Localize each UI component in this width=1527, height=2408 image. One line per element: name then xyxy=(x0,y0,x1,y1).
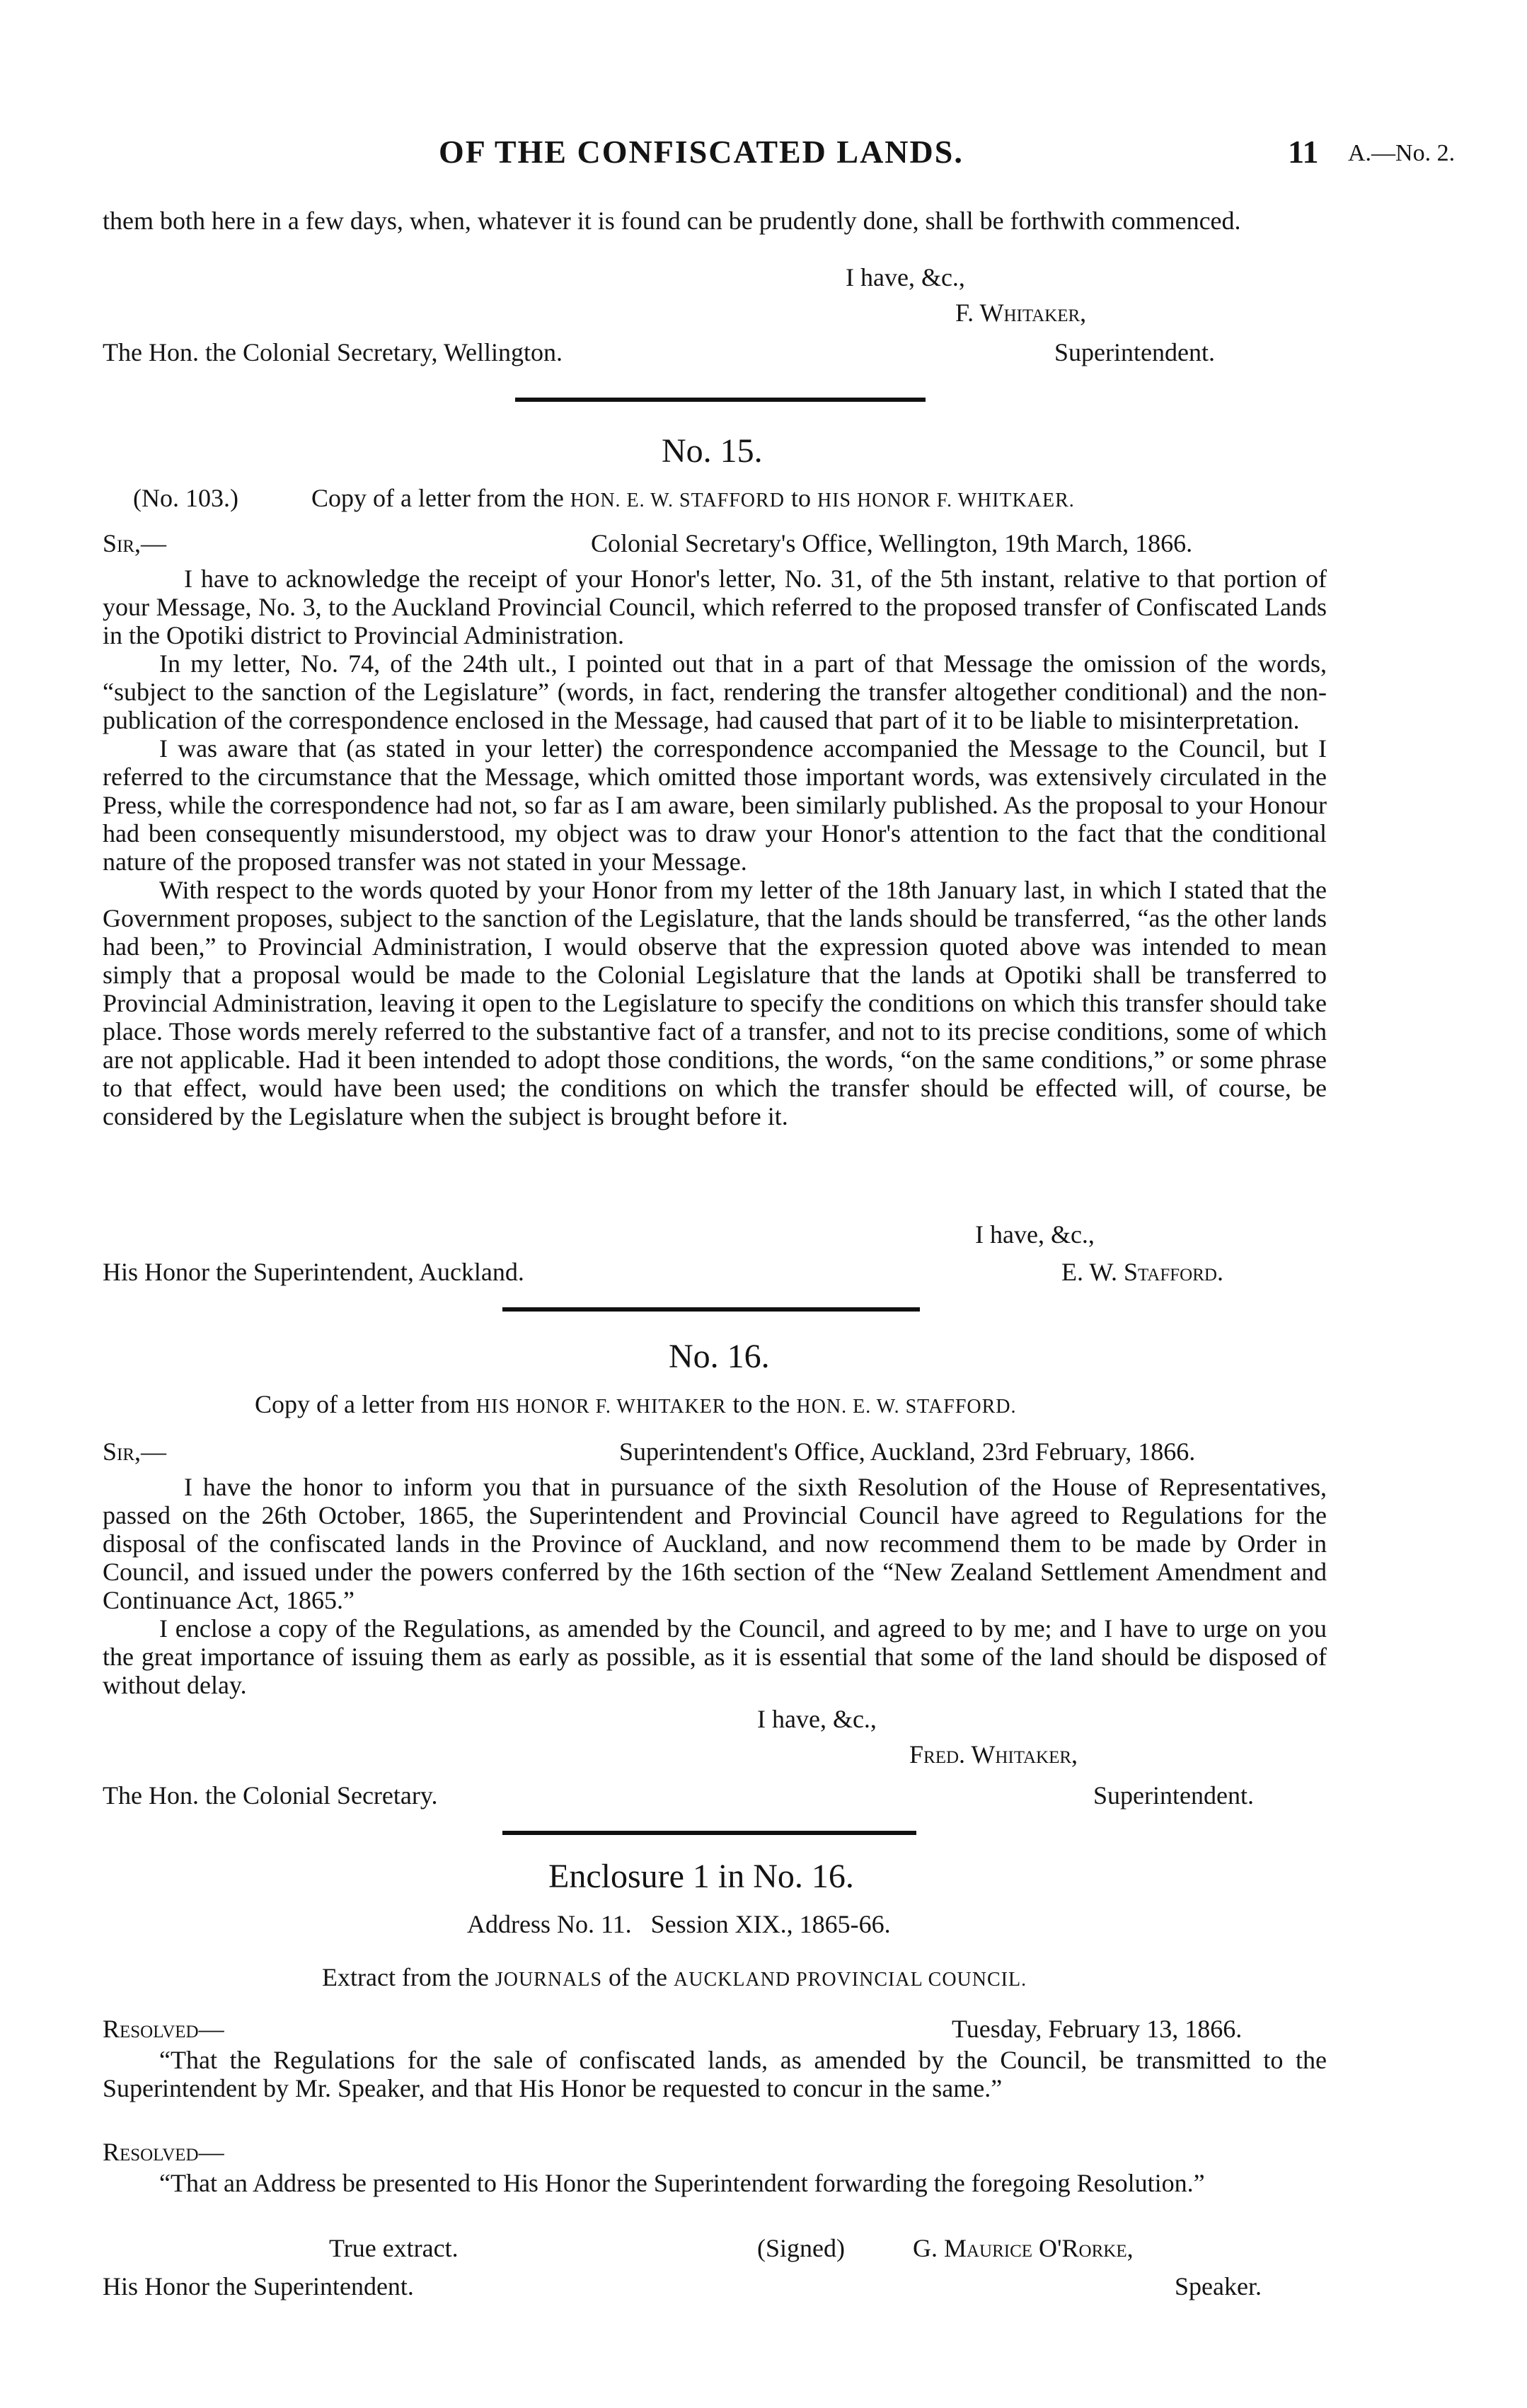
letter-15-paragraph: In my letter, No. 74, of the 24th ult., I pointed out that in a part of that Message the omission of the words, “subject to the sanction of the Legislature” (words, in fact, rendering the transfer altogether conditional) and the non-publication of the correspondence enclosed in the Message, had caused that part of it to be liable to misinterpretation. xyxy=(103,649,1327,734)
letter-16-paragraph: I enclose a copy of the Regulations, as amended by the Council, and agreed to by me; and I have to urge on you the great importance of issuing them as early as possible, as it is essential that some of the land should be disposed of without delay. xyxy=(103,1614,1327,1699)
resolution-1: “That the Regulations for the sale of confiscated lands, as amended by the Council, be transmitted to the Superintendent by Mr. Speaker, and that His Honor be requested to concur in the same.” xyxy=(103,2046,1327,2102)
letter-15-addressee: His Honor the Superintendent, Auckland. xyxy=(103,1258,524,1286)
enclosure-address-line: Address No. 11. Session XIX., 1865-66. xyxy=(467,1910,891,1938)
resolution-2: “That an Address be presented to His Honor the Superintendent forwarding the foregoing Resolution.” xyxy=(159,2169,1205,2197)
letter-16-paragraph: I have the honor to inform you that in pursuance of the sixth Resolution of the House of Representatives, passed on the 26th October, 1865, the Superintendent and Provincial Council have agreed to Regulations for the disposal of the confiscated lands in the Province of Auckland, and now recommend them to be made by Order in Council, and issued under the powers conferred by the 16th section of the “New Zealand Settlement Amendment and Continuance Act, 1865.” xyxy=(103,1473,1327,1614)
letter-16-addressee: The Hon. the Colonial Secretary. xyxy=(103,1781,438,1810)
enclosure-addressee: His Honor the Superintendent. xyxy=(103,2272,414,2300)
letter-15-caption: Copy of a letter from the HON. E. W. STAFFORD to HIS HONOR F. WHITKAER. xyxy=(311,484,1075,512)
letter-15-body xyxy=(103,565,1327,1130)
letter-16-closing: I have, &c., xyxy=(757,1705,877,1733)
running-title: OF THE CONFISCATED LANDS. xyxy=(439,134,964,170)
letter-15-paragraph: I have to acknowledge the receipt of your Honor's letter, No. 31, of the 5th instant, relative to that portion of your Message, No. 3, to the Auckland Provincial Council, which referred to the proposed transfer of Confiscated Lands in the Opotiki district to Provincial Administration. xyxy=(103,565,1327,649)
closing-continuation: I have, &c., xyxy=(846,263,965,291)
letter-15-paragraph: With respect to the words quoted by your Honor from my letter of the 18th January last, in which I stated that the Government proposes, subject to the sanction of the Legislature, that the lands should be transferred, “as the other lands had been,” to Provincial Administration, I would observe that the expression quoted above was intended to mean simply that a proposal would be made to the Colonial Legislature that the lands at Opotiki shall be transferred to Provincial Administration, leaving it open to the Legislature to specify the conditions on which this transfer should take place. Those words merely referred to the substantive fact of a transfer, and not to its precise conditions, some of which are not applicable. Had it been intended to adopt those conditions, the words, “on the same conditions,” or some phrase to that effect, would have been used; the conditions on which the transfer should be effected will, of course, be considered by the Legislature when the subject is brought before it. xyxy=(103,876,1327,1130)
addressee-continuation: The Hon. the Colonial Secretary, Wellington. xyxy=(103,338,563,366)
true-extract-label: True extract. xyxy=(329,2234,459,2262)
letter-15-dateline: Colonial Secretary's Office, Wellington, 19th March, 1866. xyxy=(591,529,1193,557)
signatory-title-continuation: Superintendent. xyxy=(1054,338,1215,366)
section-divider xyxy=(502,1307,920,1312)
letter-15-heading: No. 15. xyxy=(662,432,763,470)
letter-16-body xyxy=(103,1473,1327,1699)
letter-16-caption: Copy of a letter from HIS HONOR F. WHITAKER to the HON. E. W. STAFFORD. xyxy=(255,1390,1017,1418)
paper-reference: A.—No. 2. xyxy=(1348,140,1456,166)
page-number: 11 xyxy=(1288,134,1319,170)
resolved-label: Resolved— xyxy=(103,2138,224,2166)
letter-15-signatory: E. W. Stafford. xyxy=(1061,1258,1223,1286)
letter-16-signatory-title: Superintendent. xyxy=(1093,1781,1254,1810)
signatory-continuation: F. Whitaker, xyxy=(955,299,1087,327)
letter-16-signatory: Fred. Whitaker, xyxy=(909,1740,1078,1769)
letter-15-reference: (No. 103.) xyxy=(133,484,238,512)
letter-15-paragraph: I was aware that (as stated in your letter) the correspondence accompanied the Message to the Council, but I referred to the circumstance that the Message, which omitted those important words, was extensively circulated in the Press, while the correspondence had not, so far as I am aware, been similarly published. As the proposal to your Honour had been consequently misunderstood, my object was to draw your Honor's attention to the fact that the conditional nature of the proposed transfer was not stated in your Message. xyxy=(103,734,1327,876)
enclosure-signatory-title: Speaker. xyxy=(1175,2272,1262,2300)
signed-label: (Signed) xyxy=(757,2234,845,2262)
section-divider xyxy=(502,1831,916,1835)
resolution-date: Tuesday, February 13, 1866. xyxy=(952,2015,1243,2043)
resolved-label: Resolved— xyxy=(103,2015,224,2043)
enclosure-signatory: G. Maurice O'Rorke, xyxy=(913,2234,1134,2262)
letter-15-closing: I have, &c., xyxy=(975,1220,1095,1249)
continuation-paragraph: them both here in a few days, when, whatever it is found can be prudently done, shall be forthwith commenced. xyxy=(103,207,1241,235)
section-divider xyxy=(515,398,926,402)
enclosure-heading: Enclosure 1 in No. 16. xyxy=(548,1858,854,1895)
letter-16-dateline: Superintendent's Office, Auckland, 23rd February, 1866. xyxy=(619,1437,1196,1466)
letter-15-salutation: Sir,— xyxy=(103,529,167,557)
letter-16-salutation: Sir,— xyxy=(103,1437,167,1466)
letter-16-heading: No. 16. xyxy=(669,1338,770,1375)
enclosure-extract-line: Extract from the JOURNALS of the AUCKLAND PROVINCIAL COUNCIL. xyxy=(322,1963,1027,1991)
